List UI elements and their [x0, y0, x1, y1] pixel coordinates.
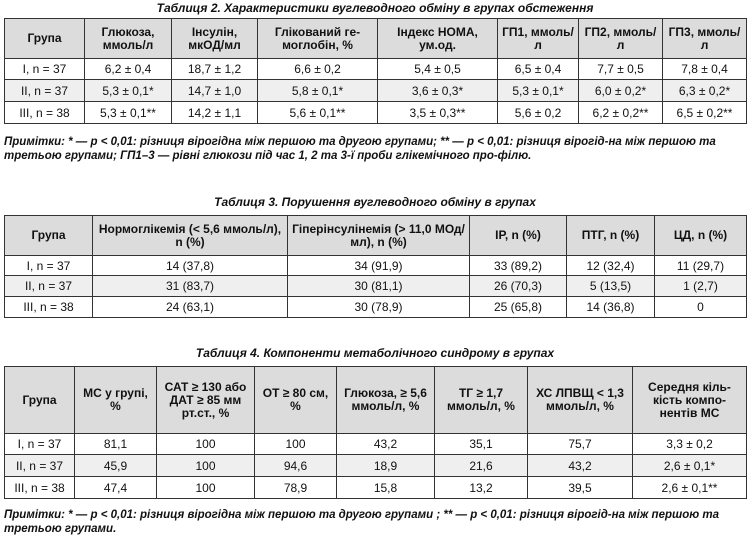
table-cell: 100	[157, 455, 255, 477]
table2-note: Примітки: * — p < 0,01: різниця вірогідна між першою та другою групами; ** — p < 0,01: різниця вірогід-на між першою та третьою групами; ГП1–3 — рівні глюкози під час 1, 2 та 3-ї проби глікемічного про-філю.	[4, 136, 716, 162]
table-cell: 6,6 ± 0,2	[258, 59, 378, 80]
table-row	[5, 256, 747, 276]
table3-header-cell: ІР, n (%)	[470, 216, 567, 256]
table-row	[5, 80, 747, 102]
table-cell: II, n = 37	[5, 80, 85, 102]
table3-header-cell: Гіперінсулінемія (> 11,0 МОд/мл), n (%)	[288, 216, 470, 256]
table-cell: 2,6 ± 0,1*	[633, 455, 747, 477]
table4	[4, 366, 747, 499]
table3-header-cell: ПТГ, n (%)	[567, 216, 655, 256]
table2-header-cell: Група	[5, 19, 85, 59]
table-cell: 35,1	[435, 434, 528, 455]
table-cell: 12 (32,4)	[567, 256, 655, 276]
table-cell: 18,7 ± 1,2	[172, 59, 258, 80]
table-cell: 5 (13,5)	[567, 276, 655, 297]
table-cell: 94,6	[255, 455, 337, 477]
table-cell: 6,5 ± 0,4	[498, 59, 579, 80]
table2-header-cell: Інсулін, мкОД/мл	[172, 19, 258, 59]
table-cell: 26 (70,3)	[470, 276, 567, 297]
table-cell: 43,2	[337, 434, 435, 455]
table-cell: 39,5	[528, 477, 633, 499]
table-cell: 14 (36,8)	[567, 297, 655, 318]
table4-header-row	[5, 367, 747, 434]
table-cell: 3,6 ± 0,3*	[378, 80, 498, 102]
table4-header-cell: САТ ≥ 130 або ДАТ ≥ 85 мм рт.ст., %	[157, 367, 255, 434]
table-row	[5, 276, 747, 297]
table-cell: 2,6 ± 0,1**	[633, 477, 747, 499]
table-row	[5, 297, 747, 318]
table-row	[5, 434, 747, 455]
table3-header-cell: Група	[5, 216, 93, 256]
table2-header-cell: ГП1, ммоль/л	[498, 19, 579, 59]
table-cell: 81,1	[75, 434, 157, 455]
table-cell: 5,6 ± 0,2	[498, 102, 579, 124]
table4-header-cell: ТГ ≥ 1,7 ммоль/л, %	[435, 367, 528, 434]
table3-header-cell: ЦД, n (%)	[655, 216, 747, 256]
table-cell: 3,5 ± 0,3**	[378, 102, 498, 124]
table2-header-cell: Індекс НОМА, ум.од.	[378, 19, 498, 59]
table-cell: I, n = 37	[5, 59, 85, 80]
table-cell: 5,6 ± 0,1**	[258, 102, 378, 124]
table-cell: 13,2	[435, 477, 528, 499]
table-row	[5, 59, 747, 80]
table-cell: 25 (65,8)	[470, 297, 567, 318]
table-cell: 31 (83,7)	[93, 276, 288, 297]
table-cell: 11 (29,7)	[655, 256, 747, 276]
table-cell: 5,3 ± 0,1**	[85, 102, 172, 124]
table-cell: 47,4	[75, 477, 157, 499]
table-cell: 7,7 ± 0,5	[579, 59, 663, 80]
table-cell: 33 (89,2)	[470, 256, 567, 276]
table2	[4, 18, 747, 124]
table4-note: Примітки: * — p < 0,01: різниця вірогідна між першою та другою групами ; ** — p < 0,01: різниця вірогід-на між першою та третьою групами.	[4, 509, 719, 535]
table-cell: 5,3 ± 0,1*	[498, 80, 579, 102]
table-cell: 75,7	[528, 434, 633, 455]
table-cell: 100	[255, 434, 337, 455]
table-cell: 30 (78,9)	[288, 297, 470, 318]
table-cell: 34 (91,9)	[288, 256, 470, 276]
table-cell: 6,2 ± 0,4	[85, 59, 172, 80]
table4-header-cell: ОТ ≥ 80 см, %	[255, 367, 337, 434]
table-cell: I, n = 37	[5, 256, 93, 276]
table4-header-cell: Група	[5, 367, 75, 434]
table-cell: 14,7 ± 1,0	[172, 80, 258, 102]
table-cell: 18,9	[337, 455, 435, 477]
table-cell: 14,2 ± 1,1	[172, 102, 258, 124]
table-cell: 78,9	[255, 477, 337, 499]
table-cell: 43,2	[528, 455, 633, 477]
table-row	[5, 455, 747, 477]
table-cell: I, n = 37	[5, 434, 75, 455]
table4-header-cell: ХС ЛПВЩ < 1,3 ммоль/л, %	[528, 367, 633, 434]
table-cell: III, n = 38	[5, 477, 75, 499]
table-cell: 6,5 ± 0,2**	[663, 102, 747, 124]
table-cell: III, n = 38	[5, 102, 85, 124]
table-cell: 7,8 ± 0,4	[663, 59, 747, 80]
table2-header-cell: Глюкоза, ммоль/л	[85, 19, 172, 59]
table2-header-row	[5, 19, 747, 59]
table-cell: 100	[157, 477, 255, 499]
table-cell: 21,6	[435, 455, 528, 477]
table-row	[5, 102, 747, 124]
table-cell: 15,8	[337, 477, 435, 499]
table4-header-cell: Середня кіль-кість компо-нентів МС	[633, 367, 747, 434]
table-cell: II, n = 37	[5, 455, 75, 477]
table-cell: 5,3 ± 0,1*	[85, 80, 172, 102]
table-cell: 6,2 ± 0,2**	[579, 102, 663, 124]
table-cell: 6,0 ± 0,2*	[579, 80, 663, 102]
table-cell: 6,3 ± 0,2*	[663, 80, 747, 102]
table2-header-cell: ГП2, ммоль/л	[579, 19, 663, 59]
table4-header-cell: Глюкоза, ≥ 5,6 ммоль/л, %	[337, 367, 435, 434]
table-cell: 24 (63,1)	[93, 297, 288, 318]
table3-header-cell: Нормоглікемія (< 5,6 ммоль/л), n (%)	[93, 216, 288, 256]
table4-caption: Таблиця 4. Компоненти метаболічного синдрому в групах	[195, 346, 555, 360]
table4-header-cell: МС у групі, %	[75, 367, 157, 434]
table-cell: 45,9	[75, 455, 157, 477]
table-cell: III, n = 38	[5, 297, 93, 318]
table-row	[5, 477, 747, 499]
table-cell: 3,3 ± 0,2	[633, 434, 747, 455]
table-cell: II, n = 37	[5, 276, 93, 297]
table-cell: 0	[655, 297, 747, 318]
table3-caption: Таблиця 3. Порушення вуглеводного обміну в групах	[214, 195, 536, 209]
table-cell: 14 (37,8)	[93, 256, 288, 276]
table-cell: 5,4 ± 0,5	[378, 59, 498, 80]
table2-header-cell: Глікований ге-моглобін, %	[258, 19, 378, 59]
table3	[4, 215, 747, 318]
table-cell: 5,8 ± 0,1*	[258, 80, 378, 102]
table2-caption: Таблиця 2. Характеристики вуглеводного обміну в групах обстеження	[156, 1, 594, 15]
table-cell: 30 (81,1)	[288, 276, 470, 297]
table2-header-cell: ГП3, ммоль/л	[663, 19, 747, 59]
table-cell: 100	[157, 434, 255, 455]
table-cell: 1 (2,7)	[655, 276, 747, 297]
table3-header-row	[5, 216, 747, 256]
